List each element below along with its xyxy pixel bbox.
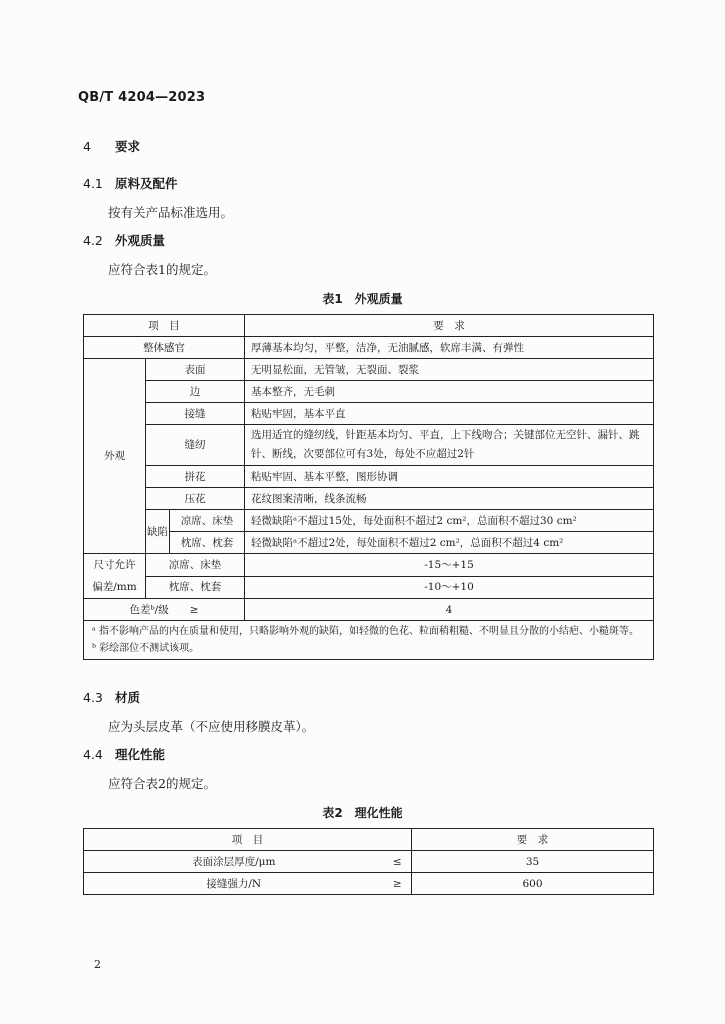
- row-label: 边: [146, 381, 245, 403]
- defect-group-label: 缺陷: [146, 510, 170, 554]
- row-label: 凉席、床垫: [170, 510, 245, 532]
- physical-chemical-table: [83, 828, 654, 895]
- row-requirement: 无明显松面，无管皱，无裂面、裂浆: [245, 359, 654, 381]
- table-header-row: [84, 315, 654, 337]
- note-b: ᵇ 彩绘部位不测试该项。: [92, 643, 200, 654]
- section-4-3-heading: [83, 688, 140, 706]
- row-label: 枕席、枕套: [146, 576, 245, 599]
- table-notes: [84, 621, 654, 660]
- row-label: 表面涂层厚度/μm: [84, 851, 384, 873]
- tolerance-label-line2: 偏差/mm: [92, 581, 137, 593]
- section-title: 外观质量: [115, 233, 166, 248]
- header-item: 项 目: [84, 829, 412, 851]
- row-label: 整体感官: [84, 337, 245, 359]
- row-value: 600: [412, 873, 654, 895]
- row-value: 35: [412, 851, 654, 873]
- table-row: [84, 337, 654, 359]
- tolerance-label-line1: 尺寸允许: [93, 559, 136, 571]
- table-row: [84, 488, 654, 510]
- section-number: 4.1: [83, 176, 103, 191]
- header-requirement: 要 求: [412, 829, 654, 851]
- appearance-quality-table: [83, 314, 654, 660]
- row-label: 表面: [146, 359, 245, 381]
- table-row: [84, 466, 654, 488]
- row-label: 凉席、床垫: [146, 554, 245, 577]
- row-requirement: 基本整齐，无毛刺: [245, 381, 654, 403]
- header-requirement: 要 求: [245, 315, 654, 337]
- table-notes-row: [84, 621, 654, 660]
- note-a: ᵃ 指不影响产品的内在质量和使用，只略影响外观的缺陷，如轻微的色花、粒面稍粗糙、不明显且分散的小结疤、小糙斑等。: [92, 626, 640, 637]
- row-requirement: -15～+15: [245, 554, 654, 577]
- section-4-3-text: 应为头层皮革（不应使用移膜皮革）。: [108, 719, 315, 734]
- table-row: [84, 532, 654, 554]
- row-requirement: 花纹图案清晰，线条流畅: [245, 488, 654, 510]
- section-4-heading: [83, 137, 140, 155]
- section-4-4-text: 应符合表2的规定。: [108, 776, 216, 791]
- section-4-1-heading: [83, 174, 178, 192]
- section-4-2-heading: [83, 231, 165, 249]
- section-4-4-heading: [83, 745, 165, 763]
- row-label: 接缝强力/N: [84, 873, 384, 895]
- row-label: 缝纫: [146, 425, 245, 466]
- section-4-2-text: 应符合表1的规定。: [108, 262, 216, 277]
- row-requirement: 粘贴牢固，基本平直: [245, 403, 654, 425]
- page-number: 2: [94, 958, 101, 971]
- table-row: [84, 873, 654, 895]
- header-item: 项 目: [84, 315, 245, 337]
- row-label: 色差ᵇ/级 ≥: [84, 599, 245, 621]
- tolerance-group-label: [84, 554, 146, 599]
- table-row: [84, 851, 654, 873]
- table-row: [84, 425, 654, 466]
- row-label: 枕席、枕套: [170, 532, 245, 554]
- table-row: [84, 381, 654, 403]
- section-number: 4.3: [83, 690, 103, 705]
- section-title: 要求: [115, 139, 141, 154]
- row-requirement: 4: [245, 599, 654, 621]
- section-number: 4.2: [83, 233, 103, 248]
- section-4-1-text: 按有关产品标准选用。: [108, 205, 234, 220]
- table-row: [84, 403, 654, 425]
- row-operator: ≥: [384, 873, 412, 895]
- row-requirement: 轻微缺陷ᵃ不超过15处，每处面积不超过2 cm²，总面积不超过30 cm²: [245, 510, 654, 532]
- row-requirement: 轻微缺陷ᵃ不超过2处，每处面积不超过2 cm²，总面积不超过4 cm²: [245, 532, 654, 554]
- section-title: 原料及配件: [115, 176, 178, 191]
- appearance-group-label: 外观: [84, 359, 146, 554]
- section-number: 4.4: [83, 747, 103, 762]
- row-label: 压花: [146, 488, 245, 510]
- row-label: 拼花: [146, 466, 245, 488]
- row-requirement: 选用适宜的缝纫线，针距基本均匀、平直，上下线吻合；关键部位无空针、漏针、跳针、断线，次要部位可有3处，每处不应超过2针: [245, 425, 654, 466]
- table-row: [84, 599, 654, 621]
- table-row: [84, 576, 654, 599]
- section-number: 4: [83, 139, 91, 154]
- table-header-row: [84, 829, 654, 851]
- table-row: [84, 359, 654, 381]
- row-requirement: 厚薄基本均匀，平整，洁净，无油腻感，软席丰满、有弹性: [245, 337, 654, 359]
- row-operator: ≤: [384, 851, 412, 873]
- row-label: 接缝: [146, 403, 245, 425]
- table-row: [84, 554, 654, 577]
- row-requirement: -10～+10: [245, 576, 654, 599]
- section-title: 理化性能: [115, 747, 166, 762]
- table-row: [84, 510, 654, 532]
- document-code: QB/T 4204—2023: [78, 90, 206, 105]
- table-1-caption: 表1 外观质量: [322, 292, 403, 306]
- table-2-caption: 表2 理化性能: [322, 806, 403, 820]
- section-title: 材质: [115, 690, 141, 705]
- row-requirement: 粘贴牢固、基本平整，图形协调: [245, 466, 654, 488]
